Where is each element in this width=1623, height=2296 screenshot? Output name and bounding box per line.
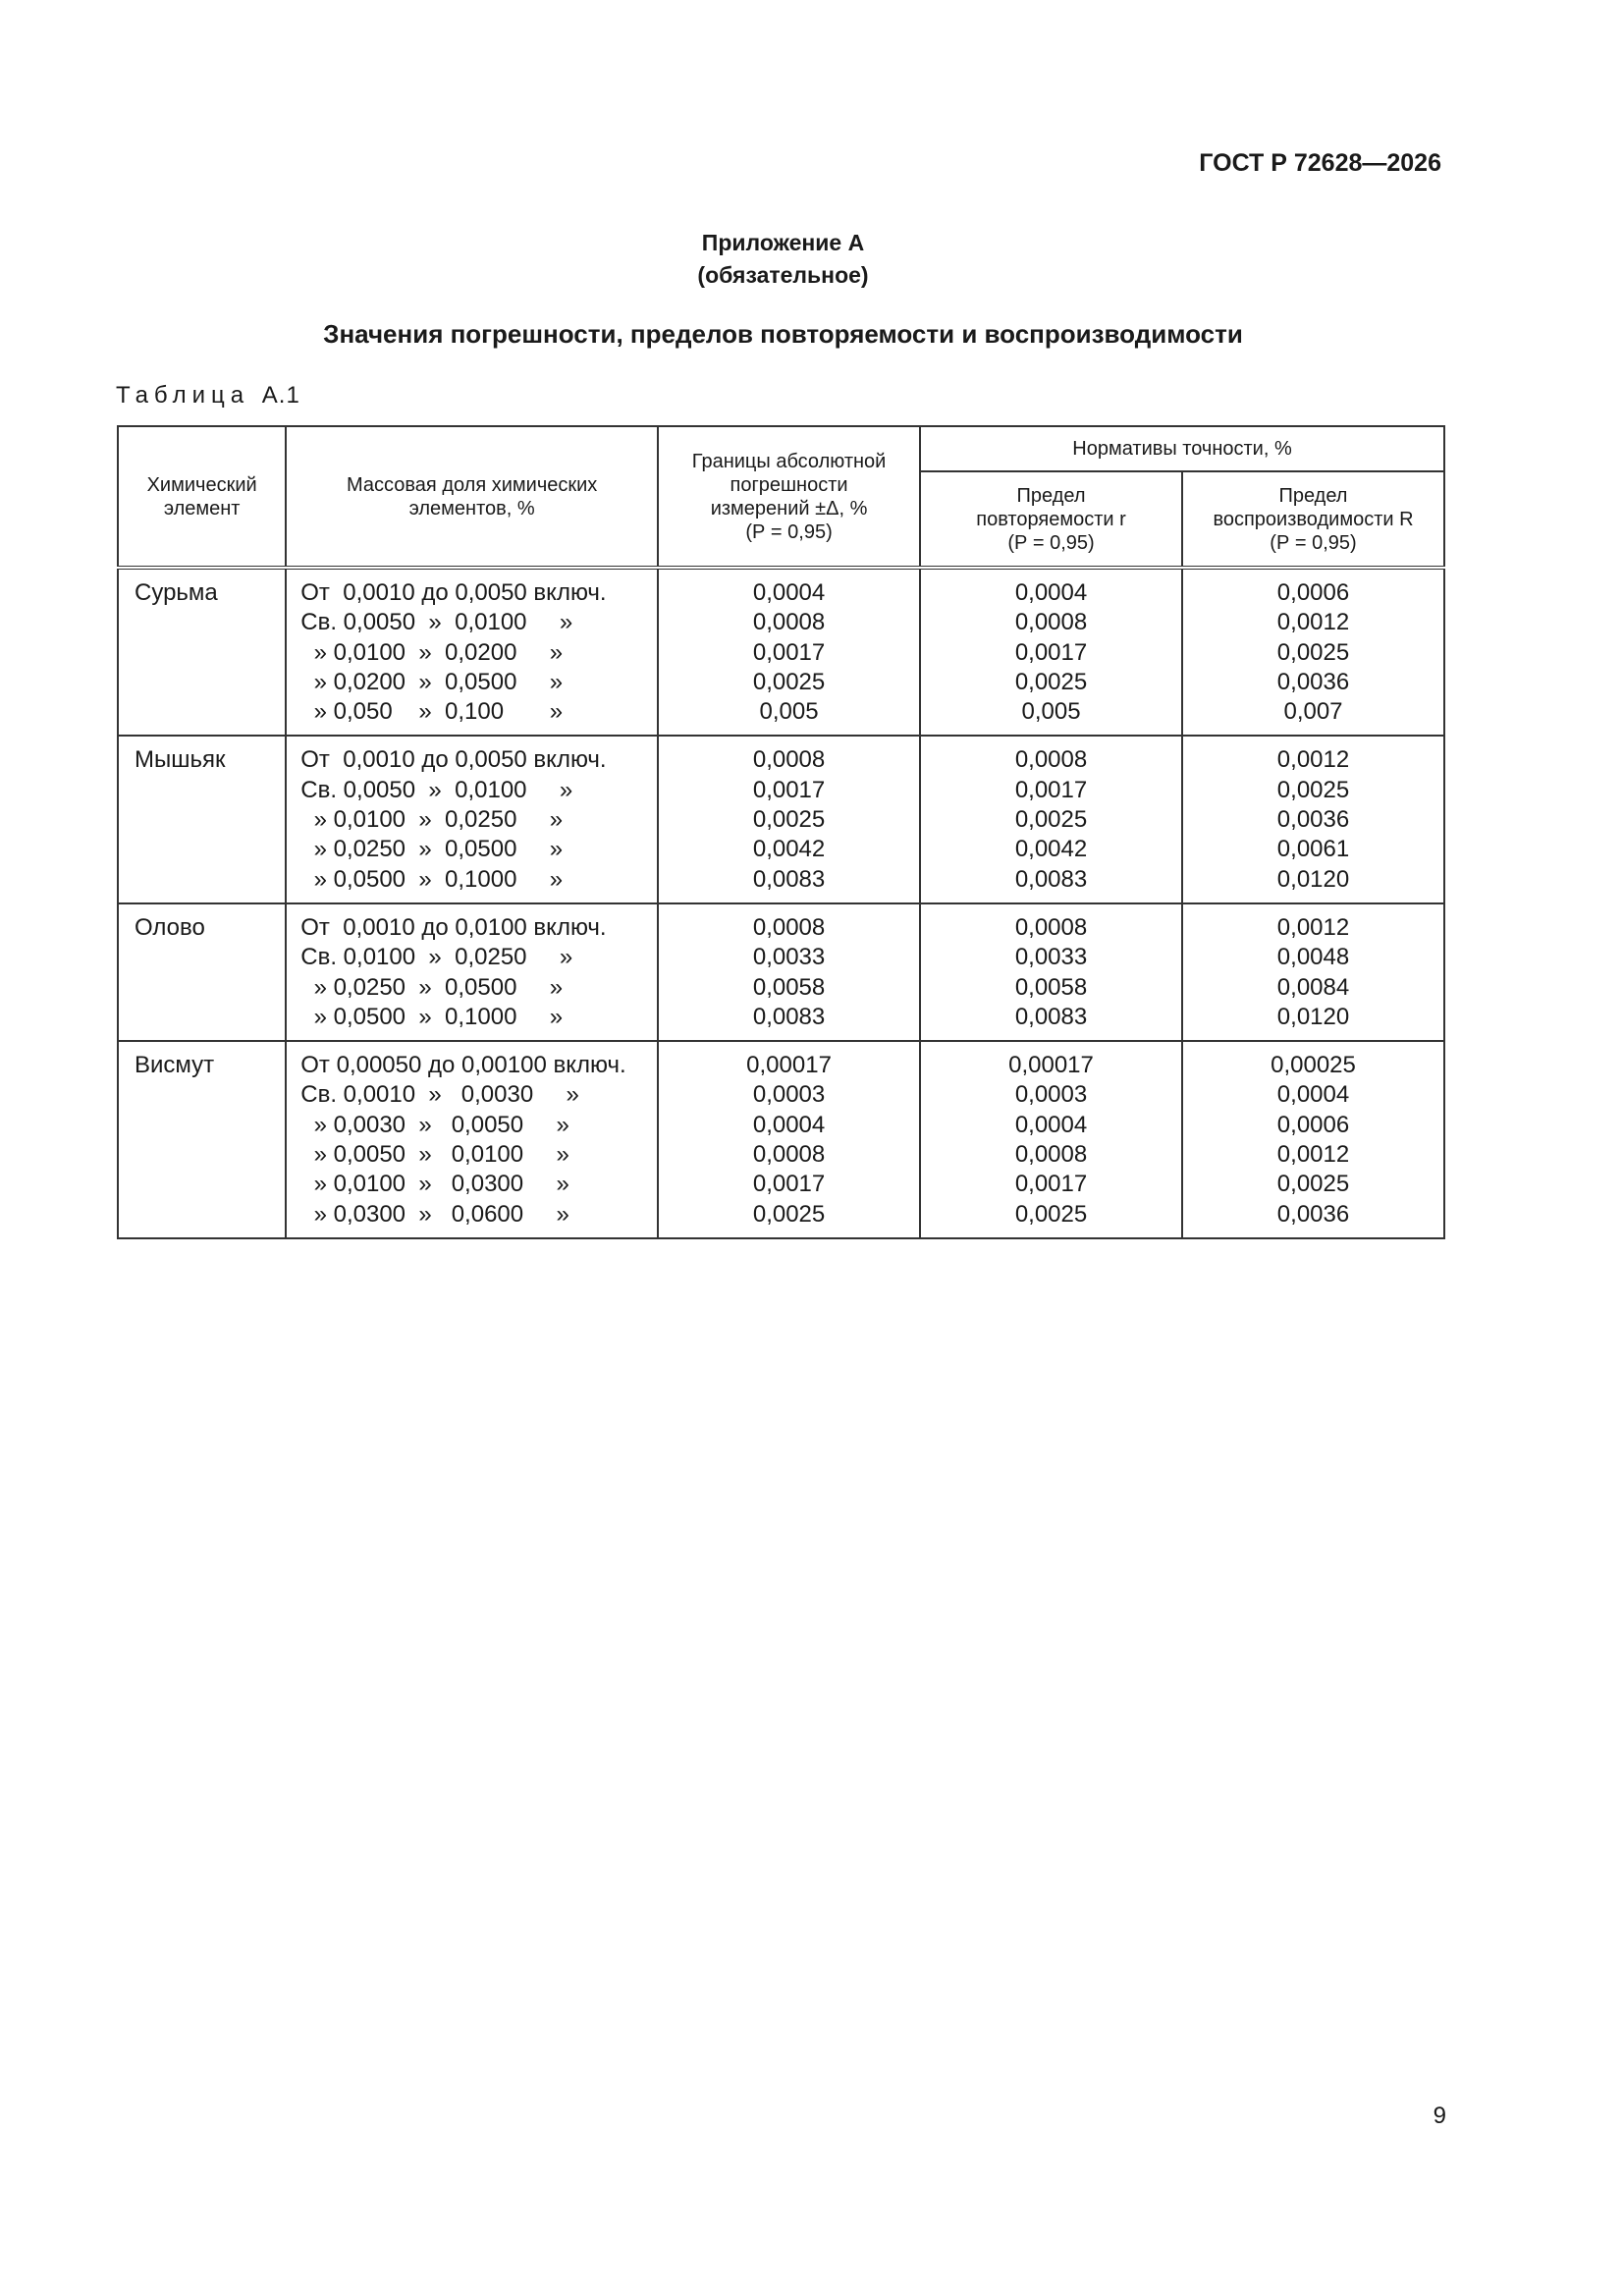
abs-error-value: 0,00017 bbox=[746, 1052, 832, 1079]
abs-error-value: 0,0004 bbox=[752, 579, 826, 606]
repeatability-value: 0,0083 bbox=[1014, 1003, 1088, 1030]
abs-error-value: 0,0025 bbox=[752, 668, 826, 695]
repeatability-value: 0,005 bbox=[1021, 698, 1081, 726]
repeatability-value: 0,0042 bbox=[1014, 836, 1088, 863]
header-reproducibility bbox=[1182, 471, 1444, 568]
abs-error-value: 0,0025 bbox=[752, 806, 826, 834]
abs-error-value: 0,0083 bbox=[752, 1003, 826, 1030]
reproducibility-value: 0,0012 bbox=[1276, 913, 1350, 941]
abs-error-value: 0,005 bbox=[759, 698, 819, 726]
reproducibility-value: 0,0012 bbox=[1276, 609, 1350, 636]
reproducibility-value-cell bbox=[1182, 903, 1444, 1041]
table-row bbox=[118, 736, 1444, 902]
mass-fraction-range: Св. 0,0010 » 0,0030 » bbox=[300, 1081, 579, 1109]
mass-fraction-range-cell bbox=[286, 568, 658, 736]
table-caption bbox=[116, 382, 300, 410]
repeatability-value: 0,0008 bbox=[1014, 913, 1088, 941]
abs-error-value-cell bbox=[658, 903, 920, 1041]
reproducibility-value: 0,0061 bbox=[1276, 836, 1350, 863]
table-row bbox=[118, 1041, 1444, 1238]
mass-fraction-range-cell bbox=[286, 1041, 658, 1238]
header-repeatability-probability: (Р = 0,95) bbox=[1007, 531, 1095, 554]
mass-fraction-range: » 0,0100 » 0,0200 » bbox=[300, 638, 564, 666]
mass-fraction-range: » 0,0100 » 0,0250 » bbox=[300, 806, 564, 834]
reproducibility-value: 0,007 bbox=[1283, 698, 1343, 726]
mass-fraction-range: » 0,0250 » 0,0500 » bbox=[300, 836, 564, 863]
element-name: Мышьяк bbox=[118, 736, 286, 902]
repeatability-value: 0,0058 bbox=[1014, 973, 1088, 1001]
header-repeatability-label: Предел повторяемости r bbox=[976, 484, 1126, 530]
repeatability-value: 0,0008 bbox=[1014, 609, 1088, 636]
header-repeatability bbox=[920, 471, 1182, 568]
reproducibility-value-cell bbox=[1182, 568, 1444, 736]
appendix-heading bbox=[0, 227, 1566, 292]
mass-fraction-range: От 0,0010 до 0,0050 включ. bbox=[300, 746, 607, 774]
repeatability-value: 0,0033 bbox=[1014, 944, 1088, 971]
reproducibility-value: 0,0048 bbox=[1276, 944, 1350, 971]
element-name: Висмут bbox=[118, 1041, 286, 1238]
reproducibility-value: 0,0036 bbox=[1276, 668, 1350, 695]
mass-fraction-range: Св. 0,0100 » 0,0250 » bbox=[300, 944, 573, 971]
mass-fraction-range: От 0,00050 до 0,00100 включ. bbox=[300, 1052, 626, 1079]
reproducibility-value: 0,0025 bbox=[1276, 638, 1350, 666]
appendix-title: Приложение А bbox=[701, 230, 865, 255]
abs-error-value: 0,0008 bbox=[752, 609, 826, 636]
repeatability-value: 0,0025 bbox=[1014, 1200, 1088, 1228]
mass-fraction-range-cell bbox=[286, 903, 658, 1041]
repeatability-value: 0,0017 bbox=[1014, 1171, 1088, 1198]
reproducibility-value: 0,0036 bbox=[1276, 1200, 1350, 1228]
repeatability-value: 0,0008 bbox=[1014, 1141, 1088, 1169]
mass-fraction-range: » 0,0200 » 0,0500 » bbox=[300, 668, 564, 695]
reproducibility-value: 0,0006 bbox=[1276, 579, 1350, 606]
header-mass-fraction: Массовая доля химических элементов, % bbox=[286, 426, 658, 568]
reproducibility-value: 0,0120 bbox=[1276, 1003, 1350, 1030]
reproducibility-value: 0,0036 bbox=[1276, 806, 1350, 834]
repeatability-value-cell bbox=[920, 1041, 1182, 1238]
element-name: Олово bbox=[118, 903, 286, 1041]
repeatability-value: 0,00017 bbox=[1008, 1052, 1094, 1079]
repeatability-value-cell bbox=[920, 903, 1182, 1041]
section-title: Значения погрешности, пределов повторяемости и воспроизводимости bbox=[323, 319, 1243, 349]
mass-fraction-range: » 0,0500 » 0,1000 » bbox=[300, 865, 564, 893]
abs-error-value: 0,0025 bbox=[752, 1200, 826, 1228]
accuracy-table bbox=[117, 425, 1445, 1239]
mass-fraction-range: От 0,0010 до 0,0050 включ. bbox=[300, 579, 607, 606]
repeatability-value: 0,0025 bbox=[1014, 668, 1088, 695]
repeatability-value: 0,0008 bbox=[1014, 746, 1088, 774]
reproducibility-value: 0,00025 bbox=[1271, 1052, 1356, 1079]
table-caption-number: А.1 bbox=[261, 382, 300, 409]
mass-fraction-range: » 0,0030 » 0,0050 » bbox=[300, 1111, 569, 1138]
mass-fraction-range: Св. 0,0050 » 0,0100 » bbox=[300, 609, 573, 636]
header-abs-error-label: Границы абсолютной погрешности измерений ±Δ, % bbox=[691, 450, 887, 519]
abs-error-value: 0,0017 bbox=[752, 638, 826, 666]
abs-error-value-cell bbox=[658, 736, 920, 902]
mass-fraction-range: » 0,0300 » 0,0600 » bbox=[300, 1200, 569, 1228]
mass-fraction-range: От 0,0010 до 0,0100 включ. bbox=[300, 913, 607, 941]
abs-error-value: 0,0042 bbox=[752, 836, 826, 863]
reproducibility-value: 0,0084 bbox=[1276, 973, 1350, 1001]
table-caption-label: Таблица bbox=[116, 382, 250, 409]
reproducibility-value: 0,0120 bbox=[1276, 865, 1350, 893]
mass-fraction-range-cell bbox=[286, 736, 658, 902]
reproducibility-value-cell bbox=[1182, 1041, 1444, 1238]
reproducibility-value: 0,0025 bbox=[1276, 1171, 1350, 1198]
header-reproducibility-probability: (Р = 0,95) bbox=[1270, 531, 1357, 554]
table-row bbox=[118, 568, 1444, 736]
header-element: Химический элемент bbox=[118, 426, 286, 568]
repeatability-value-cell bbox=[920, 736, 1182, 902]
header-reproducibility-label: Предел воспроизводимости R bbox=[1213, 484, 1414, 530]
mass-fraction-range: » 0,0100 » 0,0300 » bbox=[300, 1171, 569, 1198]
reproducibility-value: 0,0012 bbox=[1276, 1141, 1350, 1169]
repeatability-value: 0,0083 bbox=[1014, 865, 1088, 893]
repeatability-value: 0,0003 bbox=[1014, 1081, 1088, 1109]
mass-fraction-range: Св. 0,0050 » 0,0100 » bbox=[300, 776, 573, 803]
reproducibility-value-cell bbox=[1182, 736, 1444, 902]
element-name: Сурьма bbox=[118, 568, 286, 736]
abs-error-value: 0,0058 bbox=[752, 973, 826, 1001]
mass-fraction-range: » 0,0050 » 0,0100 » bbox=[300, 1141, 569, 1169]
mass-fraction-range: » 0,050 » 0,100 » bbox=[300, 698, 564, 726]
reproducibility-value: 0,0012 bbox=[1276, 746, 1350, 774]
page-number: 9 bbox=[1433, 2103, 1446, 2129]
repeatability-value: 0,0004 bbox=[1014, 1111, 1088, 1138]
repeatability-value-cell bbox=[920, 568, 1182, 736]
reproducibility-value: 0,0025 bbox=[1276, 776, 1350, 803]
abs-error-value: 0,0008 bbox=[752, 1141, 826, 1169]
abs-error-value: 0,0003 bbox=[752, 1081, 826, 1109]
reproducibility-value: 0,0004 bbox=[1276, 1081, 1350, 1109]
mass-fraction-range: » 0,0500 » 0,1000 » bbox=[300, 1003, 564, 1030]
repeatability-value: 0,0025 bbox=[1014, 806, 1088, 834]
table-body bbox=[118, 568, 1444, 1238]
repeatability-value: 0,0004 bbox=[1014, 579, 1088, 606]
header-abs-error bbox=[658, 426, 920, 568]
abs-error-value: 0,0033 bbox=[752, 944, 826, 971]
abs-error-value: 0,0008 bbox=[752, 913, 826, 941]
abs-error-value: 0,0004 bbox=[752, 1111, 826, 1138]
appendix-status: (обязательное) bbox=[697, 262, 869, 288]
header-abs-error-probability: (Р = 0,95) bbox=[745, 520, 833, 543]
abs-error-value: 0,0083 bbox=[752, 865, 826, 893]
abs-error-value-cell bbox=[658, 1041, 920, 1238]
reproducibility-value: 0,0006 bbox=[1276, 1111, 1350, 1138]
table-row bbox=[118, 903, 1444, 1041]
abs-error-value: 0,0008 bbox=[752, 746, 826, 774]
abs-error-value: 0,0017 bbox=[752, 1171, 826, 1198]
repeatability-value: 0,0017 bbox=[1014, 776, 1088, 803]
header-accuracy-norms: Нормативы точности, % bbox=[920, 426, 1444, 471]
abs-error-value: 0,0017 bbox=[752, 776, 826, 803]
mass-fraction-range: » 0,0250 » 0,0500 » bbox=[300, 973, 564, 1001]
repeatability-value: 0,0017 bbox=[1014, 638, 1088, 666]
document-code: ГОСТ Р 72628—2026 bbox=[1199, 149, 1441, 177]
abs-error-value-cell bbox=[658, 568, 920, 736]
